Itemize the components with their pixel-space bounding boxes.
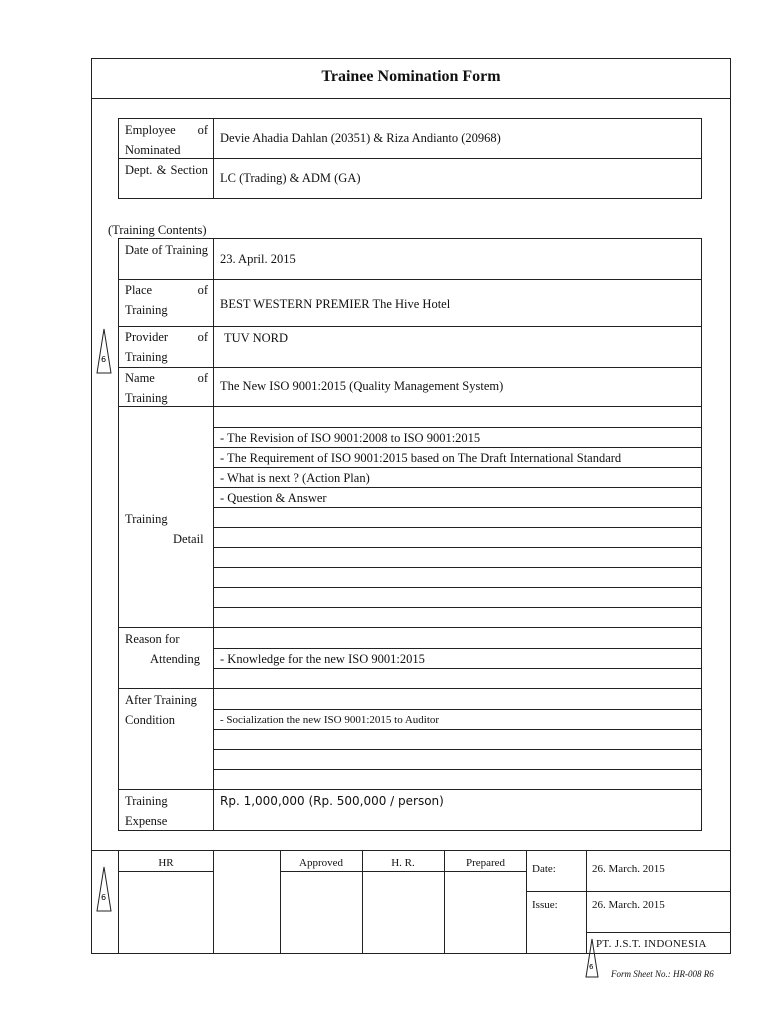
table-divider	[118, 688, 702, 689]
ruled-line	[213, 607, 702, 608]
provider-of-training-label: Provider of Training	[125, 330, 208, 364]
ruled-line	[213, 527, 702, 528]
ruled-line	[213, 729, 702, 730]
ruled-line	[213, 749, 702, 750]
ruled-line	[213, 507, 702, 508]
expense-value: Rp. 1,000,000 (Rp. 500,000 / person)	[220, 794, 444, 808]
revision-mark-text: 6	[589, 963, 594, 971]
revision-triangle-icon	[96, 866, 112, 912]
reason-label-2: Attending	[150, 652, 200, 666]
training-detail-label-2: Detail	[173, 532, 204, 546]
form-sheet-number: Form Sheet No.: HR-008 R6	[611, 969, 714, 979]
training-contents-heading: (Training Contents)	[108, 223, 207, 237]
page-title: Trainee Nomination Form	[321, 68, 501, 85]
prepared-label: Prepared	[465, 857, 506, 869]
table-divider	[586, 932, 731, 933]
table-divider	[118, 789, 702, 790]
dept-label: Dept. & Section	[125, 163, 208, 177]
ruled-line	[213, 487, 702, 488]
dept-value: LC (Trading) & ADM (GA)	[220, 171, 361, 185]
expense-label-2: Expense	[125, 814, 168, 828]
date-value: 26. March. 2015	[592, 863, 665, 875]
expense-label-1: Training	[125, 794, 168, 808]
ruled-line	[213, 547, 702, 548]
ruled-row-text: - Question & Answer	[220, 491, 327, 505]
title-divider	[91, 98, 731, 99]
after-training-label-2: Condition	[125, 713, 176, 727]
ruled-line	[213, 467, 702, 468]
ruled-line	[213, 427, 702, 428]
issue-value: 26. March. 2015	[592, 899, 665, 911]
ruled-row-text: - The Requirement of ISO 9001:2015 based on The Draft International Standard	[220, 451, 622, 465]
place-of-training-value: BEST WESTERN PREMIER The Hive Hotel	[220, 297, 451, 311]
ruled-line	[213, 769, 702, 770]
revision-triangle-icon	[96, 328, 112, 374]
ruled-line	[213, 587, 702, 588]
employee-value: Devie Ahadia Dahlan (20351) & Riza Andianto (20968)	[220, 131, 501, 145]
employee-label: Employee of Nominated	[125, 123, 208, 157]
table-divider	[213, 118, 214, 199]
date-label: Date:	[532, 863, 556, 875]
revision-triangle-icon	[585, 938, 599, 978]
revision-mark-text: 6	[101, 893, 107, 902]
ruled-line	[213, 668, 702, 669]
table-divider	[280, 871, 527, 872]
ruled-row-text: - What is next ? (Action Plan)	[220, 471, 370, 485]
issue-label: Issue:	[532, 899, 558, 911]
revision-mark-text: 6	[101, 355, 107, 364]
ruled-row-text: - Socialization the new ISO 9001:2015 to Auditor	[220, 714, 440, 726]
table-divider	[118, 627, 702, 628]
name-of-training-label: Name of Training	[125, 371, 208, 405]
training-detail-label-1: Training	[125, 512, 168, 526]
after-training-label-1: After Training	[125, 693, 197, 707]
ruled-line	[213, 648, 702, 649]
approved-label: Approved	[299, 857, 343, 869]
date-of-training-value: 23. April. 2015	[220, 252, 296, 266]
ruled-line	[213, 447, 702, 448]
hr-label: HR	[158, 857, 174, 869]
date-of-training-label: Date of Training	[125, 243, 208, 257]
ruled-line	[213, 567, 702, 568]
name-of-training-value: The New ISO 9001:2015 (Quality Management System)	[220, 379, 504, 393]
ruled-line	[213, 709, 702, 710]
reason-label-1: Reason for	[125, 632, 180, 646]
table-divider	[527, 891, 731, 892]
ruled-row-text: - The Revision of ISO 9001:2008 to ISO 9001:2015	[220, 431, 481, 445]
hr-review-label: H. R.	[391, 857, 415, 869]
company-name: PT. J.S.T. INDONESIA	[596, 938, 707, 950]
table-divider	[118, 871, 214, 872]
provider-of-training-value: TUV NORD	[224, 331, 289, 345]
ruled-row-text: - Knowledge for the new ISO 9001:2015	[220, 652, 425, 666]
place-of-training-label: Place of Training	[125, 283, 208, 317]
